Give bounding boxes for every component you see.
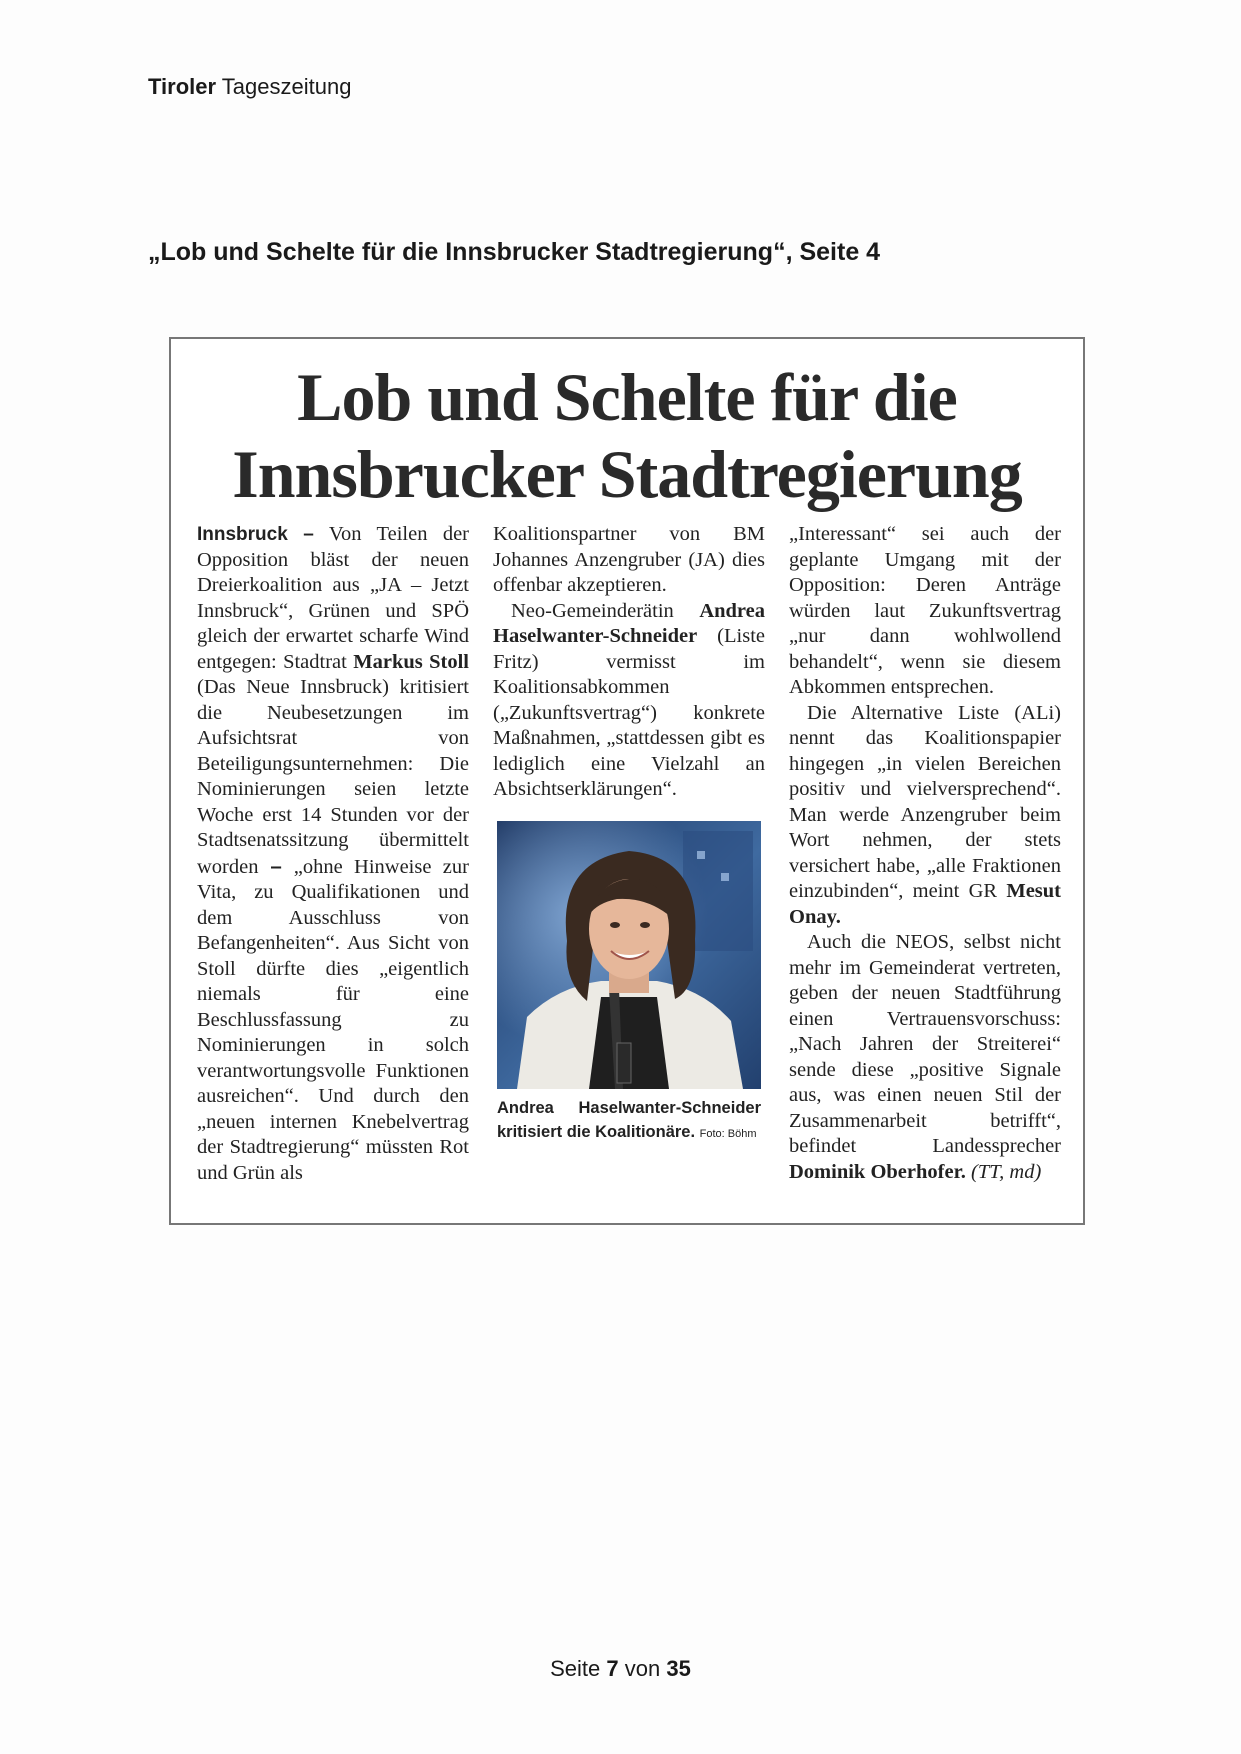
article-column-2 xyxy=(493,522,765,803)
publication-name-rest: Tageszeitung xyxy=(221,74,352,99)
person-name: Mesut Onay. xyxy=(789,880,1061,928)
body-text: (Das Neue Innsbruck) kritisiert die Neubesetzungen im Aufsichtsrat von Beteiligungsunternehmen: Die Nominierungen seien letzte Woche erst 14 Stunden vor der Stadtsenatssitzung übermittelt worden xyxy=(197,676,469,878)
person-name: Andrea Haselwanter-Schneider xyxy=(493,599,765,647)
body-text: Auch die NEOS, selbst nicht mehr im Gemeinderat vertreten, geben der neuen Stadtführung einen Vertrauensvorschuss: „Nach Jahren der Streiterei“ sende diese „positive Signale aus, was einen neuen Stil der Zusammenarbeit betrifft“, befindet Landessprecher xyxy=(789,931,1061,1157)
body-text: Neo-Gemeinderätin xyxy=(511,599,700,622)
caption-line-2 xyxy=(497,1120,761,1146)
page-label: Seite xyxy=(550,1656,601,1681)
body-text: (Liste Fritz) vermisst im Koalitionsabkommen („Zukunftsvertrag“) konkrete Maßnahmen, „stattdessen gibt es lediglich eine Vielzahl an Absichtserklärungen“. xyxy=(493,625,765,800)
page-number xyxy=(0,1656,1241,1682)
article-paragraph xyxy=(197,522,469,1186)
caption-text: kritisiert die Koalitionäre. xyxy=(497,1123,696,1141)
article-paragraph xyxy=(789,701,1061,931)
body-text: „ohne Hinweise zur Vita, zu Qualifikationen und dem Ausschluss von Befangenheiten“. Aus Sicht von Stoll dürfte dies „eigentlich niemals für eine Beschlussfassung zu Nominierungen in solch verantwortungsvolle Funktionen ausreichen“. Und durch den „neuen internen Knebelvertrag der Stadtregierung“ müssten Rot und Grün als xyxy=(197,855,469,1184)
document-title: „Lob und Schelte für die Innsbrucker Stadtregierung“, Seite 4 xyxy=(148,238,881,266)
person-name: Markus Stoll xyxy=(353,650,469,673)
portrait-image xyxy=(497,821,761,1089)
publication-name xyxy=(148,74,351,100)
photo-caption xyxy=(497,1096,761,1146)
article-paragraph: Koalitionspartner von BM Johannes Anzengruber (JA) dies offenbar akzeptieren. xyxy=(493,523,765,596)
author-initials: (TT, md) xyxy=(971,1160,1042,1183)
article-paragraph xyxy=(493,599,765,803)
caption-first-name: Andrea xyxy=(497,1099,554,1117)
body-text: Die Alternative Liste (ALi) nennt das Koalitionspapier hingegen „in vielen Bereichen positiv und vielversprechend“. Man werde Anzengruber beim Wort nehmen, der stets versichert habe, „alle Fraktionen einzubinden“, meint GR xyxy=(789,701,1061,902)
person-name: Dominik Oberhofer. xyxy=(789,1160,966,1183)
portrait-photo xyxy=(497,821,761,1089)
article-column-3 xyxy=(789,522,1061,1185)
dash: – xyxy=(258,854,294,878)
headline-line-1: Lob und Schelte für die xyxy=(297,359,957,435)
article-column-1 xyxy=(197,522,469,1186)
page-total: 35 xyxy=(666,1656,691,1681)
headline-line-2: Innsbrucker Stadtregierung xyxy=(232,436,1022,512)
photo-credit: Foto: Böhm xyxy=(699,1128,757,1140)
page-separator: von xyxy=(624,1656,661,1681)
article-paragraph: „Interessant“ sei auch der geplante Umgang mit der Opposition: Deren Anträge würden laut Zukunftsvertrag „nur dann wohlwollend behandelt“, wenn sie diesem Abkommen entsprechen. xyxy=(789,523,1061,698)
caption-last-name: Haselwanter-Schneider xyxy=(578,1099,761,1117)
page-current: 7 xyxy=(606,1656,619,1681)
article-paragraph xyxy=(789,930,1061,1185)
caption-line-1 xyxy=(497,1096,761,1120)
article-clipping xyxy=(169,337,1085,1225)
body-text: Von Teilen der Opposition bläst der neuen Dreierkoalition aus „JA – Jetzt Innsbruck“, Grünen und SPÖ gleich der erwartet scharfe Wind entgegen: Stadtrat xyxy=(197,523,469,673)
dateline: Innsbruck – xyxy=(197,524,314,545)
publication-name-bold: Tiroler xyxy=(148,74,217,99)
article-headline xyxy=(171,359,1083,513)
